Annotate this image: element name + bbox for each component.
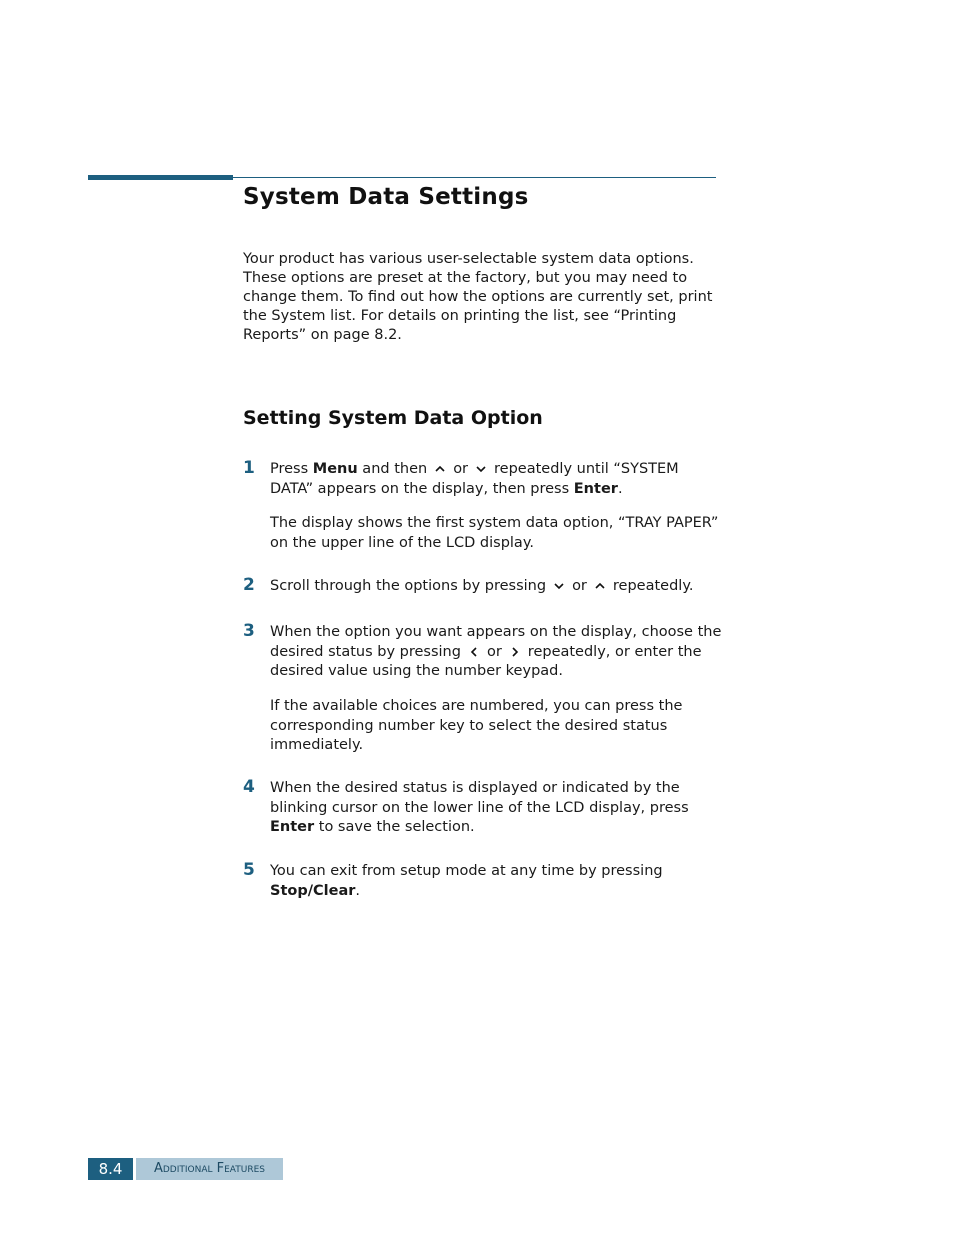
down-arrow-icon — [553, 581, 565, 591]
menu-key-label: Menu — [312, 461, 358, 477]
step-1-text-e: repeatedly until “SYSTEM DATA” appears on the display, then press — [270, 461, 679, 497]
step-1-text-c: and then — [357, 461, 428, 477]
left-arrow-icon — [468, 647, 480, 657]
step-5-text-c: . — [355, 882, 361, 899]
step-3-text-c: repeatedly, or enter the desired value using the number keypad. — [270, 643, 702, 679]
step-number-4: 4 — [243, 777, 255, 797]
step-3-or: or — [486, 643, 502, 660]
chapter-label: Additional Features — [136, 1158, 283, 1180]
step-4-text — [270, 779, 722, 838]
page-number: 8.4 — [88, 1158, 133, 1180]
down-arrow-icon — [475, 464, 487, 474]
step-3-text-a: When the option you want appears on the display, choose the desired status by pressing — [270, 624, 722, 660]
right-arrow-icon — [509, 647, 521, 657]
up-arrow-icon — [594, 581, 606, 591]
step-2-text-a: Scroll through the options by pressing — [270, 578, 547, 594]
page-title: System Data Settings — [243, 184, 529, 210]
step-1-or: or — [453, 461, 469, 477]
step-1-text — [270, 460, 722, 499]
up-arrow-icon — [434, 464, 446, 474]
step-1-text-g: . — [617, 480, 623, 497]
section-heading: Setting System Data Option — [243, 407, 543, 429]
step-2-text — [270, 577, 722, 597]
header-rule-thin — [233, 177, 716, 178]
step-5-text — [270, 862, 722, 901]
step-2-text-c: repeatedly. — [612, 578, 694, 594]
step-4-text-a: When the desired status is displayed or indicated by the blinking cursor on the lower line of the LCD display, press — [270, 780, 689, 816]
step-1-note: The display shows the first system data option, “TRAY PAPER” on the upper line of the LCD display. — [270, 515, 719, 551]
step-5-text-a: You can exit from setup mode at any time by pressing — [270, 863, 663, 879]
step-3-note: If the available choices are numbered, you can press the corresponding number key to select the desired status immediately. — [270, 698, 683, 753]
step-1-text-a: Press — [270, 461, 313, 477]
enter-key-label: Enter — [270, 819, 315, 835]
step-number-3: 3 — [243, 621, 255, 641]
step-3-text — [270, 623, 722, 682]
intro-paragraph: Your product has various user-selectable system data options. These options are preset at the factory, but you may need to change them. To find out how the options are currently set, print the System list. For details on printing the list, see “Printing Reports” on page 8.2. — [243, 251, 713, 343]
step-number-1: 1 — [243, 458, 255, 478]
step-number-2: 2 — [243, 575, 255, 595]
enter-key-label: Enter — [573, 480, 618, 497]
step-4-text-c: to save the selection. — [314, 819, 475, 835]
stop-clear-key-label: Stop/Clear — [270, 882, 356, 899]
header-rule-thick — [88, 175, 233, 180]
step-2-or: or — [572, 578, 587, 594]
step-number-5: 5 — [243, 860, 255, 880]
